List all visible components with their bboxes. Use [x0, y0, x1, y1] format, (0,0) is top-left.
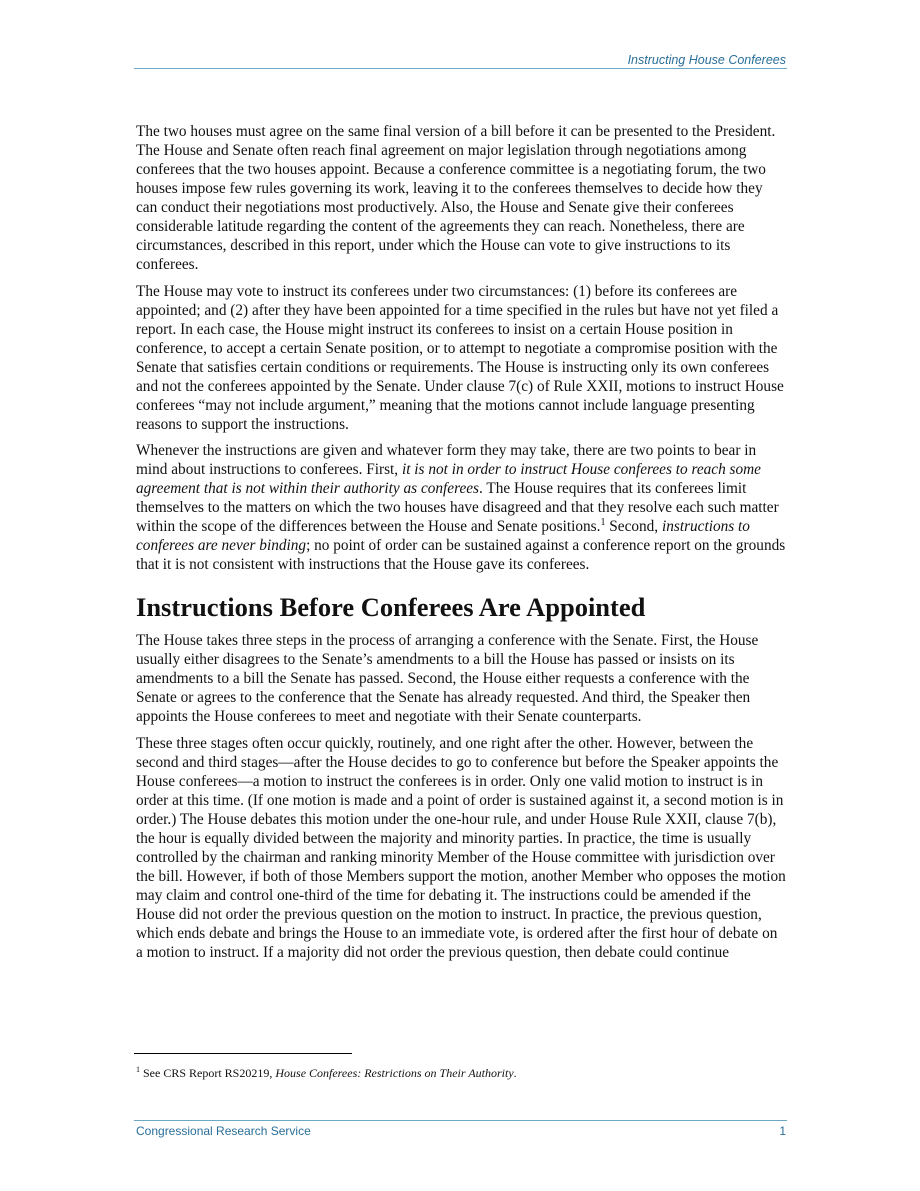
text-run: ; no point of order can be sustained against a conference report on the grounds that it is not consistent with instructions that the House gave its conferees. — [136, 537, 786, 573]
footnote-rule — [134, 1053, 352, 1054]
paragraph-points — [136, 441, 786, 574]
footnote-text: See CRS Report RS20219, — [140, 1066, 276, 1080]
header-rule — [134, 68, 787, 69]
footnote-reference[interactable]: 1 — [600, 516, 606, 528]
page-body — [136, 122, 786, 969]
paragraph-intro: The two houses must agree on the same final version of a bill before it can be presented to the President. The House and Senate often reach final agreement on major legislation through negotiations among conferees that the two houses appoint. Because a conference committee is a negotiating forum, the two houses impose few rules governing its work, leaving it to the conferees themselves to decide how they can conduct their negotiations most productively. Also, the House and Senate give their conferees considerable latitude regarding the content of the agreements they can reach. Nonetheless, there are circumstances, described in this report, under which the House can vote to give instructions to its conferees. — [136, 123, 776, 273]
footnote-number: 1 — [136, 1065, 140, 1074]
page-number: 1 — [779, 1124, 786, 1138]
footer-source: Congressional Research Service — [136, 1124, 311, 1138]
footnote-report-title: House Conferees: Restrictions on Their Authority — [275, 1066, 514, 1080]
section-heading: Instructions Before Conferees Are Appointed — [136, 592, 646, 622]
emphasis-binding: instructions to conferees are never binding — [136, 518, 750, 554]
text-run: Second, — [605, 518, 662, 535]
paragraph-stages: These three stages often occur quickly, routinely, and one right after the other. However, between the second and third stages—after the House decides to go to conference but before the Speaker appoints the House conferees—a motion to instruct the conferees is in order. Only one valid motion to instruct is in order at this time. (If one motion is made and a point of order is sustained against it, a second motion is in order.) The House debates this motion under the one-hour rule, and under House Rule XXII, clause 7(b), the hour is equally divided between the majority and minority parties. In practice, the time is usually controlled by the chairman and ranking minority Member of the House committee with jurisdiction over the bill. However, if both of those Members support the motion, another Member who opposes the motion may claim and control one-third of the time for debating it. The instructions could be amended if the House did not order the previous question on the motion to instruct. In practice, the previous question, which ends debate and brings the House to an immediate vote, is ordered after the first hour of debate on a motion to instruct. If a majority did not order the previous question, then debate could continue — [136, 734, 786, 961]
running-header: Instructing House Conferees — [627, 53, 786, 67]
text-run: Whenever the instructions are given and whatever form they may take, there are two points to bear in mind about instructions to conferees. First, — [136, 442, 757, 478]
paragraph-three-steps: The House takes three steps in the process of arranging a conference with the Senate. First, the House usually either disagrees to the Senate’s amendments to a bill the House has passed or insists on its amendments to a bill the Senate has passed. Second, the House either requests a conference with the Senate or agrees to the conference that the Senate has already requested. And third, the Speaker then appoints the House conferees to meet and negotiate with their Senate counterparts. — [136, 632, 759, 725]
text-run: . The House requires that its conferees limit themselves to the matters on which the two houses have disagreed and that they resolve each such matter within the scope of the differences between the House and Senate positions. — [136, 480, 779, 535]
paragraph-circumstances: The House may vote to instruct its conferees under two circumstances: (1) before its conferees are appointed; and (2) after they have been appointed for a time specified in the rules but have not yet filed a report. In each case, the House might instruct its conferees to insist on a certain House position in conference, to accept a certain Senate position, or to attempt to negotiate a compromise position with the Senate that satisfies certain conditions or requirements. The House is instructing only its own conferees and not the conferees appointed by the Senate. Under clause 7(c) of Rule XXII, motions to instruct House conferees “may not include argument,” meaning that the motions cannot include language presenting reasons to support the instructions. — [136, 282, 784, 433]
footer-rule — [134, 1120, 787, 1121]
emphasis-authority: it is not in order to instruct House conferees to reach some agreement that is not within their authority as conferees — [136, 461, 761, 497]
footnote-text-end: . — [513, 1066, 517, 1080]
footnote — [136, 1063, 517, 1080]
